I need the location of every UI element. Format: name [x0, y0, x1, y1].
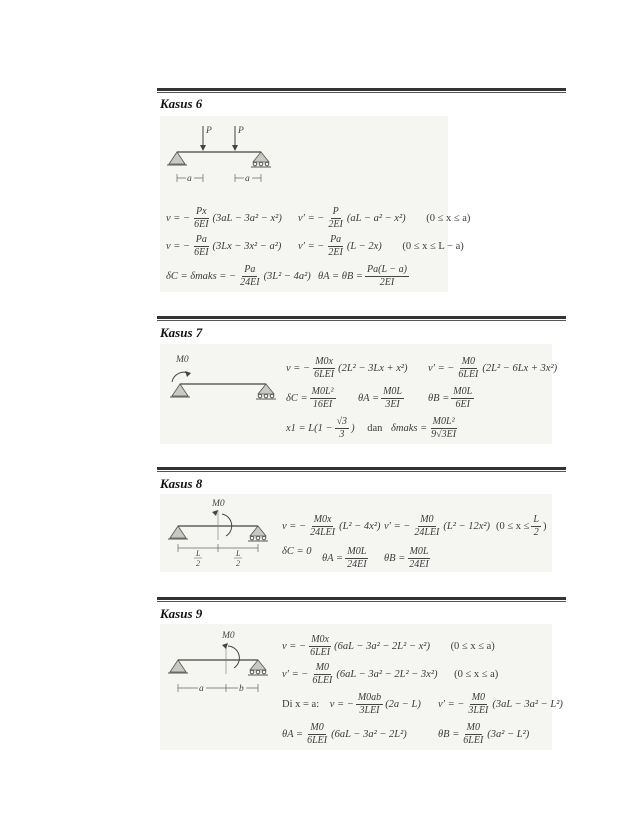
- equation-at-load-point: Di x = a: v = − $\frac{M0ab}{\text{3LEI}}$ (2a − L): [282, 692, 421, 716]
- equation-rotation-b: θB = $\frac{M0L}{24EI}$: [384, 546, 429, 570]
- equation-max-deflection: δC = δmaks = − $\frac{Pa}{24EI}$ (3L² − 4a²): [166, 264, 311, 288]
- equation-center-deflection: δC = 0: [282, 546, 312, 557]
- beam-diagram-case-9: [166, 628, 278, 704]
- equation-slope-at-load-point: v′ = − $\frac{M0}{\text{3LEI}}$ (3aL − 3a² − L²): [438, 692, 563, 716]
- section-rule: [157, 597, 566, 600]
- equation-center-deflection: δC = $\frac{\text{M0L²}}{16EI}$: [286, 386, 334, 410]
- equation-rotation-a: θA = $\frac{M0L}{3EI}$: [358, 386, 402, 410]
- equation-deflection: v = − $\frac{M0x}{\text{6LEI}}$ (2L² − 3Lx + x²): [286, 356, 408, 380]
- section-rule: [157, 88, 566, 91]
- equation-rotation-a: θA = $\frac{M0}{\text{6LEI}}$ (6aL − 3a² − 2L²): [282, 722, 407, 746]
- equation-deflection-1: v = − $\frac{Px}{6EI}$ (3aL − 3a² − x²): [166, 206, 282, 230]
- dimension-label: 2: [196, 559, 200, 568]
- moment-label: M0: [212, 499, 225, 509]
- equation-range: (0 ≤ x ≤ $\frac{L}{2}$ ): [496, 514, 547, 538]
- dimension-label: L: [196, 549, 201, 558]
- equation-slope: v′ = − $\frac{M0}{\text{24LEI}}$ (L² − 12x²): [384, 514, 491, 538]
- equation-max-location: x1 = L(1 − $\frac{√3}{3}$ ) dan δmaks = $\frac{\text{M0L²}}{9√3EI}$: [286, 416, 457, 440]
- section-rule: [157, 316, 566, 319]
- equation-rotation-a: θA = $\frac{M0L}{24EI}$: [322, 546, 367, 570]
- equation-slope: v′ = − $\frac{M0}{\text{6LEI}}$ (2L² − 6Lx + 3x²): [428, 356, 558, 380]
- equation-deflection: v = − $\frac{M0x}{\text{6LEI}}$ (6aL − 3a² − 2L² − x²) (0 ≤ x ≤ a): [282, 634, 495, 658]
- beam-diagram-case-8: [166, 496, 276, 572]
- beam-diagram-case-7: [168, 352, 280, 412]
- beam-diagram-case-6: [165, 120, 275, 190]
- moment-label: M0: [222, 631, 235, 641]
- dimension-label: L: [236, 549, 241, 558]
- dimension-label: a: [199, 684, 204, 694]
- section-heading: Kasus 9: [160, 606, 203, 621]
- dimension-label: b: [239, 684, 244, 694]
- dimension-label: a: [245, 174, 250, 184]
- equation-slope-1: v′ = − $\frac{P}{2EI}$ (aL − a² − x²) (0 ≤ x ≤ a): [298, 206, 471, 230]
- equation-rotation-b: θB = $\frac{M0}{\text{6LEI}}$ (3a² − L²): [438, 722, 530, 746]
- dimension-label: a: [187, 174, 192, 184]
- load-label: P: [206, 126, 212, 136]
- section-rule: [157, 467, 566, 470]
- section-heading: Kasus 7: [160, 325, 203, 340]
- equation-end-rotation: θA = θB = $\frac{Pa(L - a)}{2EI}$: [318, 264, 407, 288]
- equation-slope: v′ = − $\frac{M0}{\text{6LEI}}$ (6aL − 3a² − 2L² − 3x²) (0 ≤ x ≤ a): [282, 662, 499, 686]
- section-heading: Kasus 6: [160, 96, 203, 111]
- equation-rotation-b: θB = $\frac{M0L}{6EI}$: [428, 386, 473, 410]
- equation-deflection-2: v = − $\frac{Pa}{6EI}$ (3Lx − 3x² − a²): [166, 234, 282, 258]
- moment-label: M0: [176, 355, 189, 365]
- dimension-label: 2: [236, 559, 240, 568]
- equation-slope-2: v′ = − $\frac{Pa}{2EI}$ (L − 2x) (0 ≤ x ≤ L − a): [298, 234, 464, 258]
- section-heading: Kasus 8: [160, 476, 203, 491]
- equation-deflection: v = − $\frac{M0x}{\text{24LEI}}$ (L² − 4x²): [282, 514, 381, 538]
- load-label: P: [238, 126, 244, 136]
